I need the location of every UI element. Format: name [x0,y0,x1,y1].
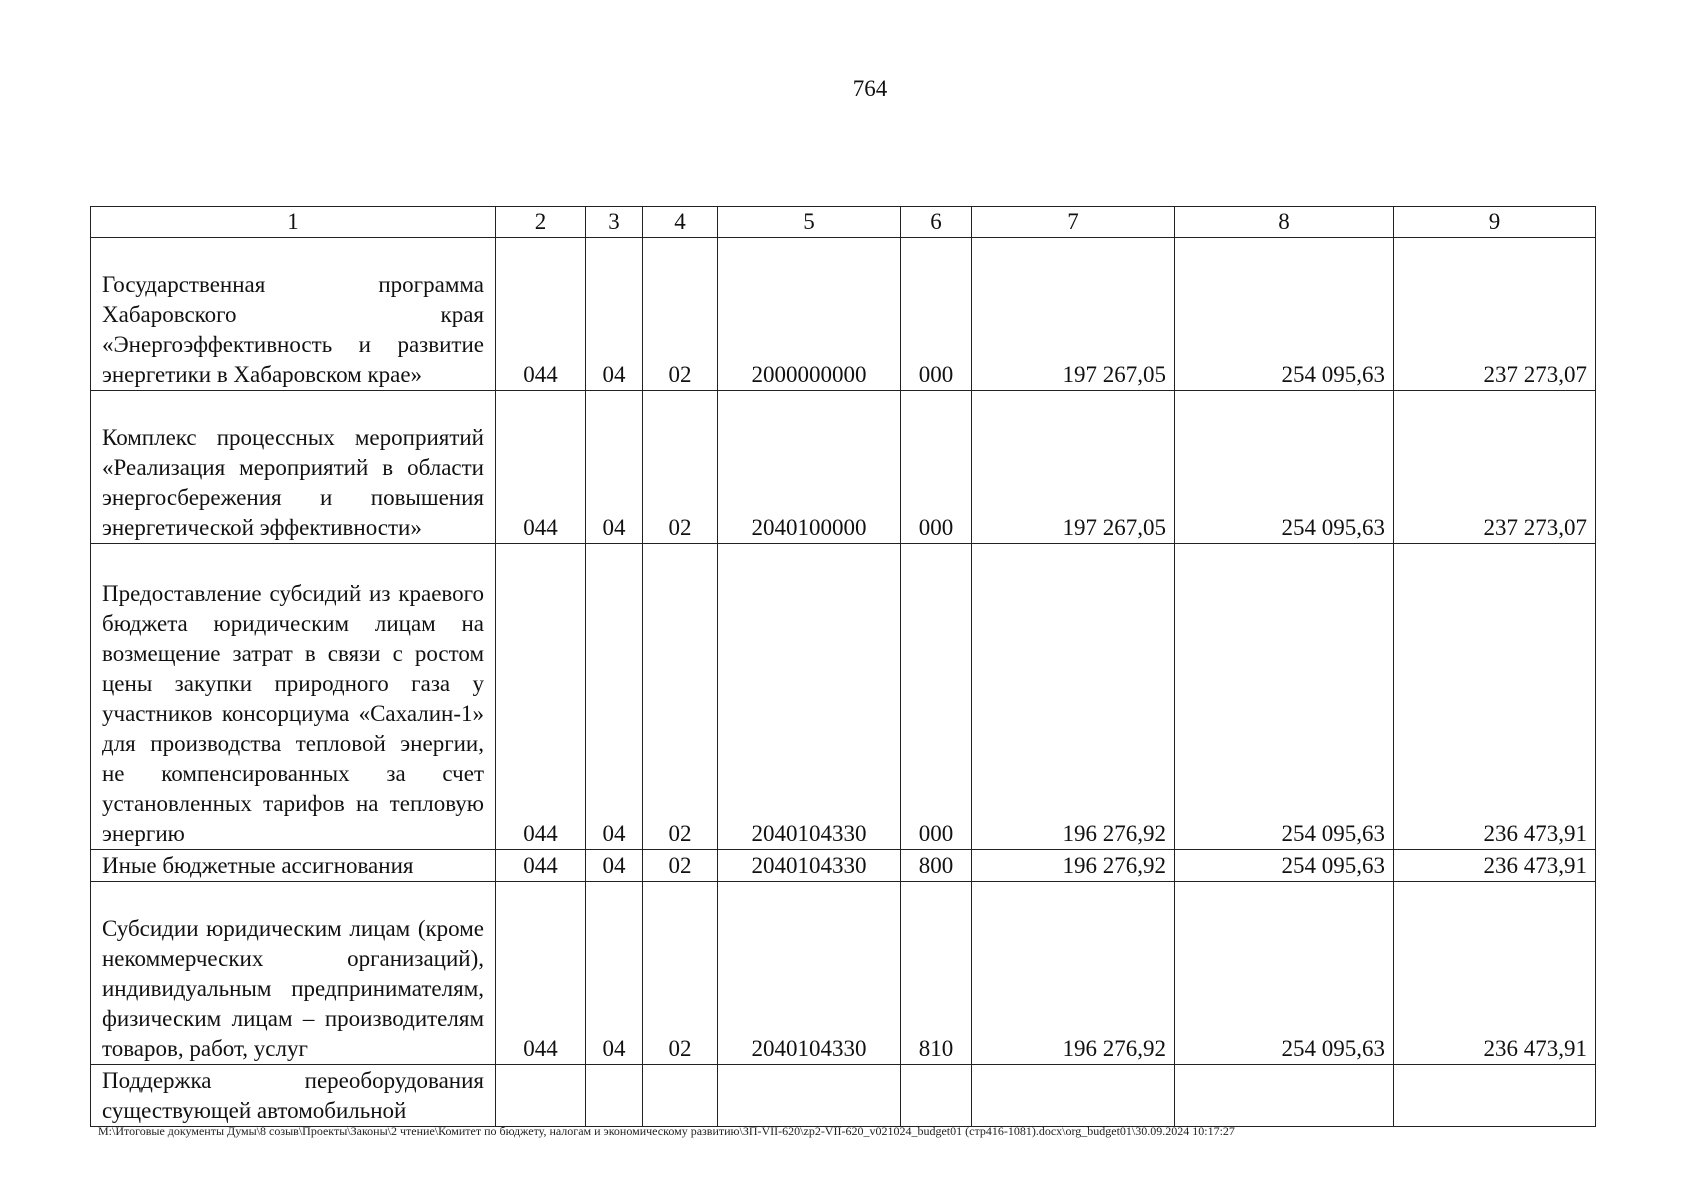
cell-target-article: 2040100000 [718,391,901,544]
cell-amount: 237 273,07 [1394,238,1596,391]
file-path-footer: M:\Итоговые документы Думы\8 созыв\Проекты\Законы\2 чтение\Комитет по бюджету, налогам и экономическому развитию\ЗП-VII-620\zp2-VII-620_v021024_budget01 (стр416-1081).docx\org_budget01\30.09.2024 10:17:27 [98,1124,1235,1138]
column-header: 6 [901,207,972,238]
column-header: 3 [586,207,643,238]
cell-expense-type: 000 [901,391,972,544]
row-name: Государственная программа Хабаровского края «Энергоэффективность и развитие энергетики в Хабаровском крае» [91,238,496,391]
cell-subsection [643,1065,718,1127]
cell-amount: 236 473,91 [1394,850,1596,882]
row-name: Поддержка переоборудования существующей автомобильной [91,1065,496,1127]
cell-amount: 236 473,91 [1394,882,1596,1065]
cell-section: 04 [586,882,643,1065]
table-row [91,1065,1596,1127]
cell-target-article: 2040104330 [718,882,901,1065]
cell-code: 044 [496,850,586,882]
cell-code: 044 [496,238,586,391]
cell-section: 04 [586,238,643,391]
cell-subsection: 02 [643,544,718,850]
cell-amount [972,1065,1175,1127]
cell-subsection: 02 [643,238,718,391]
cell-amount [1394,1065,1596,1127]
column-header: 9 [1394,207,1596,238]
table-row [91,391,1596,544]
table-row [91,544,1596,850]
cell-section [586,1065,643,1127]
cell-code: 044 [496,882,586,1065]
cell-target-article: 2000000000 [718,238,901,391]
column-header: 2 [496,207,586,238]
cell-amount: 254 095,63 [1175,850,1394,882]
page-number: 764 [852,76,888,101]
cell-amount: 196 276,92 [972,544,1175,850]
table-row [91,238,1596,391]
cell-expense-type: 800 [901,850,972,882]
column-header: 1 [91,207,496,238]
cell-target-article [718,1065,901,1127]
cell-amount: 254 095,63 [1175,238,1394,391]
cell-amount: 236 473,91 [1394,544,1596,850]
cell-amount: 197 267,05 [972,238,1175,391]
table-row [91,850,1596,882]
row-name: Субсидии юридическим лицам (кроме некоммерческих организаций), индивидуальным предпринимателям, физическим лицам – производителям товаров, работ, услуг [91,882,496,1065]
cell-amount [1175,1065,1394,1127]
table-row [91,882,1596,1065]
column-header: 5 [718,207,901,238]
row-name: Предоставление субсидий из краевого бюджета юридическим лицам на возмещение затрат в связи с ростом цены закупки природного газа у участников консорциума «Сахалин-1» для производства тепловой энергии, не компенсированных за счет установленных тарифов на тепловую энергию [91,544,496,850]
row-name: Иные бюджетные ассигнования [91,850,496,882]
cell-amount: 196 276,92 [972,882,1175,1065]
cell-subsection: 02 [643,882,718,1065]
cell-expense-type: 000 [901,238,972,391]
cell-amount: 254 095,63 [1175,544,1394,850]
column-header: 8 [1175,207,1394,238]
cell-subsection: 02 [643,391,718,544]
cell-amount: 254 095,63 [1175,391,1394,544]
column-header: 4 [643,207,718,238]
cell-amount: 196 276,92 [972,850,1175,882]
column-header: 7 [972,207,1175,238]
budget-table [90,206,1596,1127]
cell-subsection: 02 [643,850,718,882]
cell-section: 04 [586,544,643,850]
cell-code: 044 [496,391,586,544]
cell-target-article: 2040104330 [718,544,901,850]
cell-section: 04 [586,391,643,544]
cell-amount: 237 273,07 [1394,391,1596,544]
cell-target-article: 2040104330 [718,850,901,882]
cell-amount: 254 095,63 [1175,882,1394,1065]
cell-expense-type: 000 [901,544,972,850]
cell-code [496,1065,586,1127]
cell-section: 04 [586,850,643,882]
cell-amount: 197 267,05 [972,391,1175,544]
table-header-row [91,207,1596,238]
cell-code: 044 [496,544,586,850]
cell-expense-type: 810 [901,882,972,1065]
cell-expense-type [901,1065,972,1127]
row-name: Комплекс процессных мероприятий «Реализация мероприятий в области энергосбережения и повышения энергетической эффективности» [91,391,496,544]
